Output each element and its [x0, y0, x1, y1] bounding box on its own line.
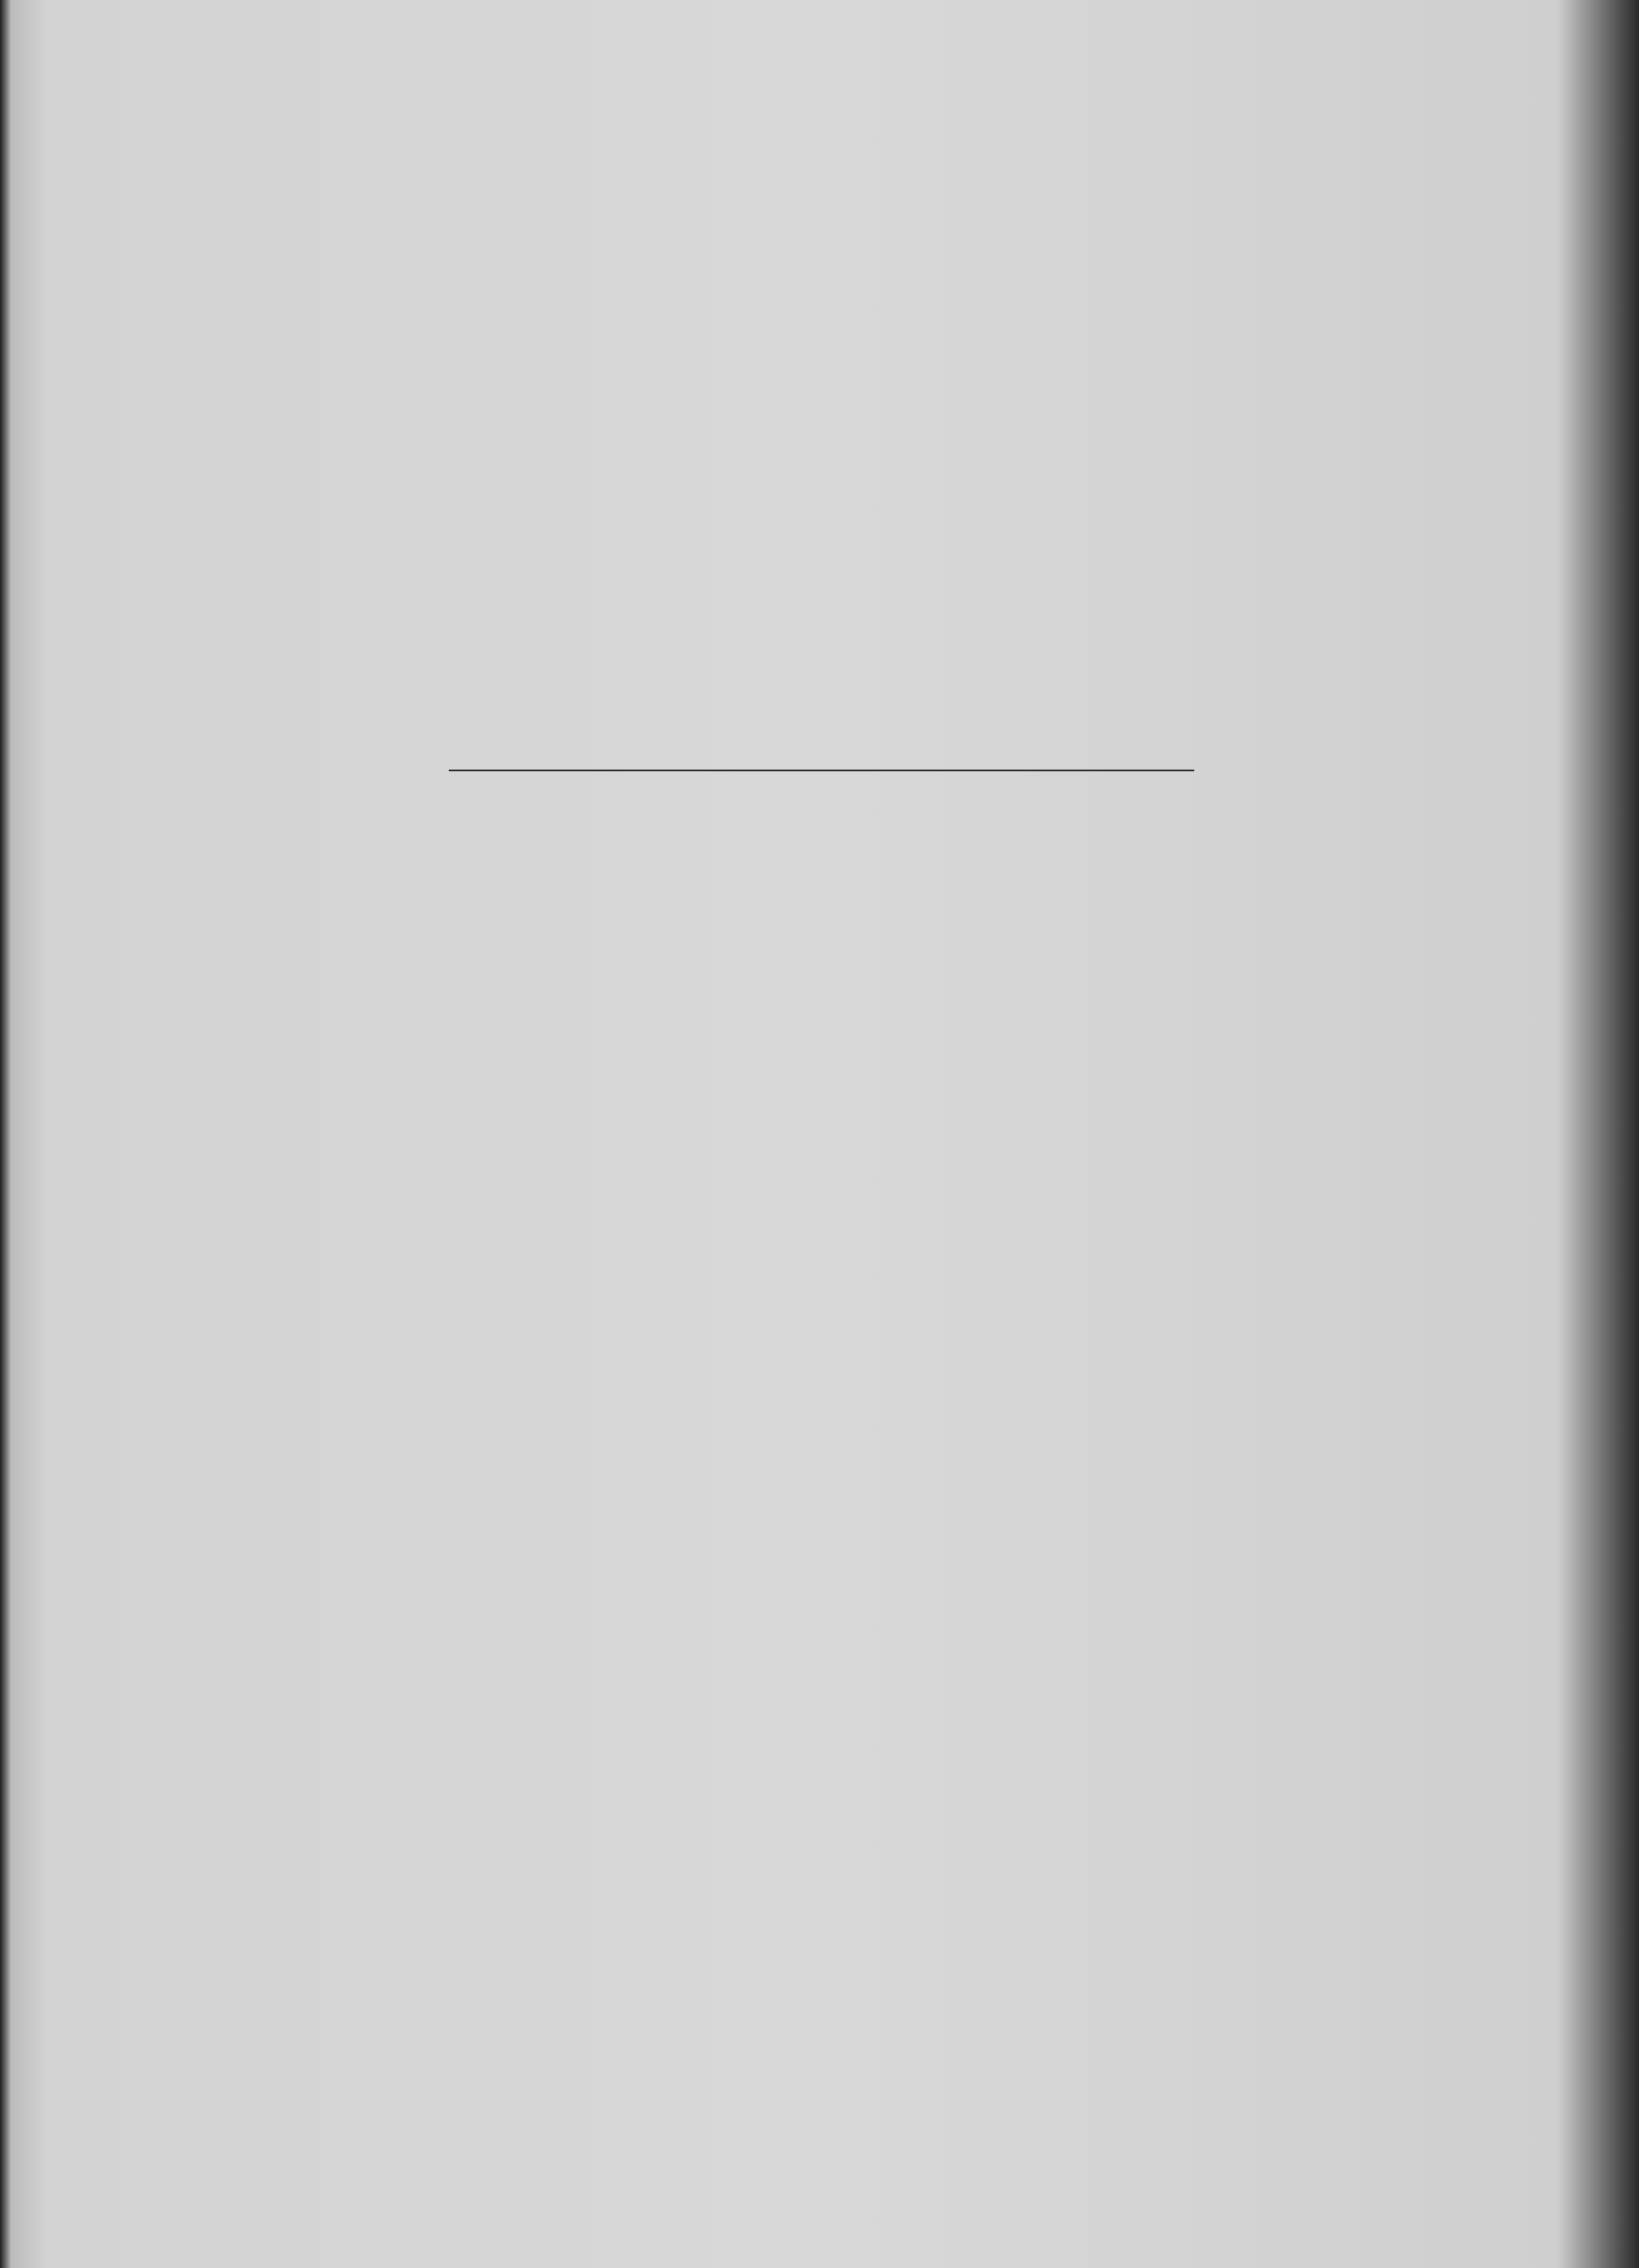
section-divider [449, 770, 1194, 771]
index-columns [100, 92, 1583, 758]
page-header [104, 32, 1587, 80]
abbreviation-columns [100, 936, 1583, 2251]
